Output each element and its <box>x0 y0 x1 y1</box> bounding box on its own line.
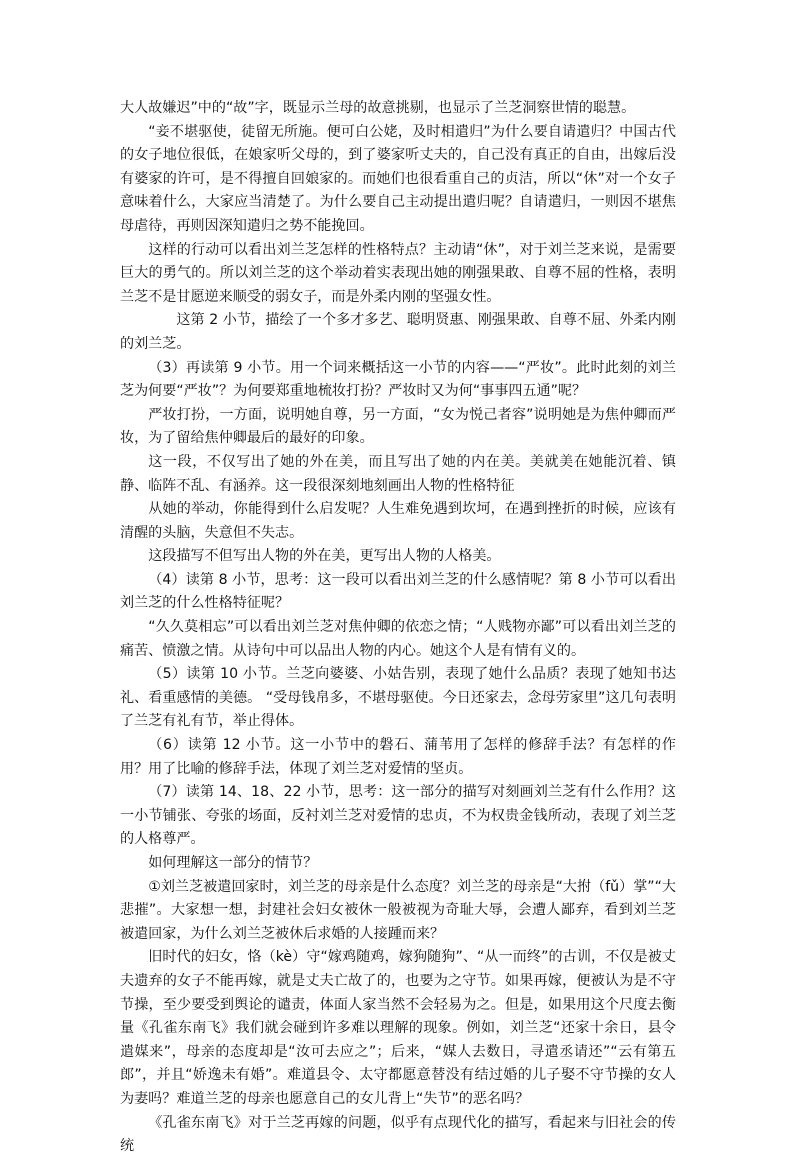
paragraph: （7）读第 14、18、22 小节，思考：这一部分的描写对刻画刘兰芝有什么作用？这一小节铺张、夸张的场面，反衬刘兰芝对爱情的忠贞，不为权贵金钱所动，表现了刘兰芝的人格尊严。 <box>120 784 676 848</box>
paragraph: 这样的行动可以看出刘兰芝怎样的性格特点？主动请“休”，对于刘兰芝来说，是需要巨大的勇气的。所以刘兰芝的这个举动着实表现出她的刚强果敢、自尊不屈的性格，表明兰芝不是甘愿逆来顺受的弱女子，而是外柔内刚的坚强女性。 <box>120 241 676 305</box>
paragraph: 这一段，不仅写出了她的外在美，而且写出了她的内在美。美就美在她能沉着、镇静、临阵不乱、有涵养。这一段很深刻地刻画出人物的性格特征 <box>120 453 676 494</box>
paragraph: 如何理解这一部分的情节？ <box>148 855 318 871</box>
paragraph: 《孔雀东南飞》对于兰芝再嫁的问题，似乎有点现代化的描写，看起来与旧社会的传统 <box>120 1114 676 1155</box>
paragraph: 从她的举动，你能得到什么启发呢？人生难免遇到坎坷，在遇到挫折的时候，应该有清醒的头脑，失意但不失志。 <box>120 501 676 541</box>
paragraph: （3）再读第 9 小节。用一个词来概括这一小节的内容——“严妆”。此时此刻的刘兰芝为何要“严妆”？为何要郑重地梳妆打扮？严妆时又为何“事事四五通”呢？ <box>120 359 676 400</box>
paragraph: （5）读第 10 小节。兰芝向婆婆、小姑告别，表现了她什么品质？表现了她知书达礼、看重感情的美德。 “受母钱帛多，不堪母驱使。今日还家去，念母劳家里”这几句表明了兰芝有礼有节，举止得体。 <box>120 666 676 730</box>
paragraph: （4）读第 8 小节，思考：这一段可以看出刘兰芝的什么感情呢？第 8 小节可以看出刘兰芝的什么性格特征呢？ <box>120 571 676 612</box>
paragraph: （6）读第 12 小节。这一小节中的磐石、蒲苇用了怎样的修辞手法？有怎样的作用？用了比喻的修辞手法，体现了刘兰芝对爱情的坚贞。 <box>120 737 676 777</box>
paragraph: 这第 2 小节，描绘了一个多才多艺、聪明贤惠、刚强果敢、自尊不屈、外柔内刚的刘兰芝。 <box>120 312 676 352</box>
paragraph: “久久莫相忘”可以看出刘兰芝对焦仲卿的依恋之情；“人贱物亦鄙”可以看出刘兰芝的痛苦、愤激之情。从诗句中可以品出人物的内心。她这个人是有情有义的。 <box>120 619 676 659</box>
paragraph: 大人故嫌迟”中的“故”字，既显示兰母的故意挑剔，也显示了兰芝洞察世情的聪慧。 <box>120 100 636 116</box>
paragraph: “妾不堪驱使，徒留无所施。便可白公姥，及时相遣归”为什么要自请遣归？中国古代的女子地位很低，在娘家听父母的，到了婆家听丈夫的，自己没有真正的自由，出嫁后没有婆家的许可，是不得擅自回娘家的。而她们也很看重自己的贞洁，所以“休”对一个女子意味着什么，大家应当清楚了。为什么要自己主动提出遣归呢？自请遣归，一则因不堪焦母虐待，再则因深知遣归之势不能挽回。 <box>120 123 676 234</box>
paragraph: 严妆打扮，一方面，说明她自尊，另一方面，“女为悦己者容”说明她是为焦仲卿而严妆，为了留给焦仲卿最后的最好的印象。 <box>120 406 676 447</box>
document-body <box>120 97 676 1159</box>
paragraph: 这段描写不但写出人物的外在美，更写出人物的人格美。 <box>148 548 501 565</box>
paragraph: ①刘兰芝被遣回家时，刘兰芝的母亲是什么态度？刘兰芝的母亲是“大拊（fǔ）掌”“大悲摧”。大家想一想，封建社会妇女被休一般被视为奇耻大辱，会遭人鄙弃，看到刘兰芝被遣回家，为什么刘兰芝被休后求婚的人接踵而来？ <box>120 878 676 942</box>
paragraph: 旧时代的妇女，恪（kè）守“嫁鸡随鸡，嫁狗随狗”、“从一而终”的古训，不仅是被丈夫遗弃的女子不能再嫁，就是丈夫亡故了的，也要为之守节。如果再嫁，便被认为是不守节操，至少要受到舆论的谴责，体面人家当然不会轻易为之。但是，如果用这个尺度去衡量《孔雀东南飞》我们就会碰到许多难以理解的现象。例如，刘兰芝“还家十余日，县令遣媒来”，母亲的态度却是“汝可去应之”；后来，“媒人去数日，寻遣丞请还”“云有第五郎”，并且“娇逸未有婚”。难道县令、太守都愿意替没有结过婚的儿子娶不守节操的女人为妻吗？难道兰芝的母亲也愿意自己的女儿背上“失节”的恶名吗？ <box>120 949 676 1107</box>
